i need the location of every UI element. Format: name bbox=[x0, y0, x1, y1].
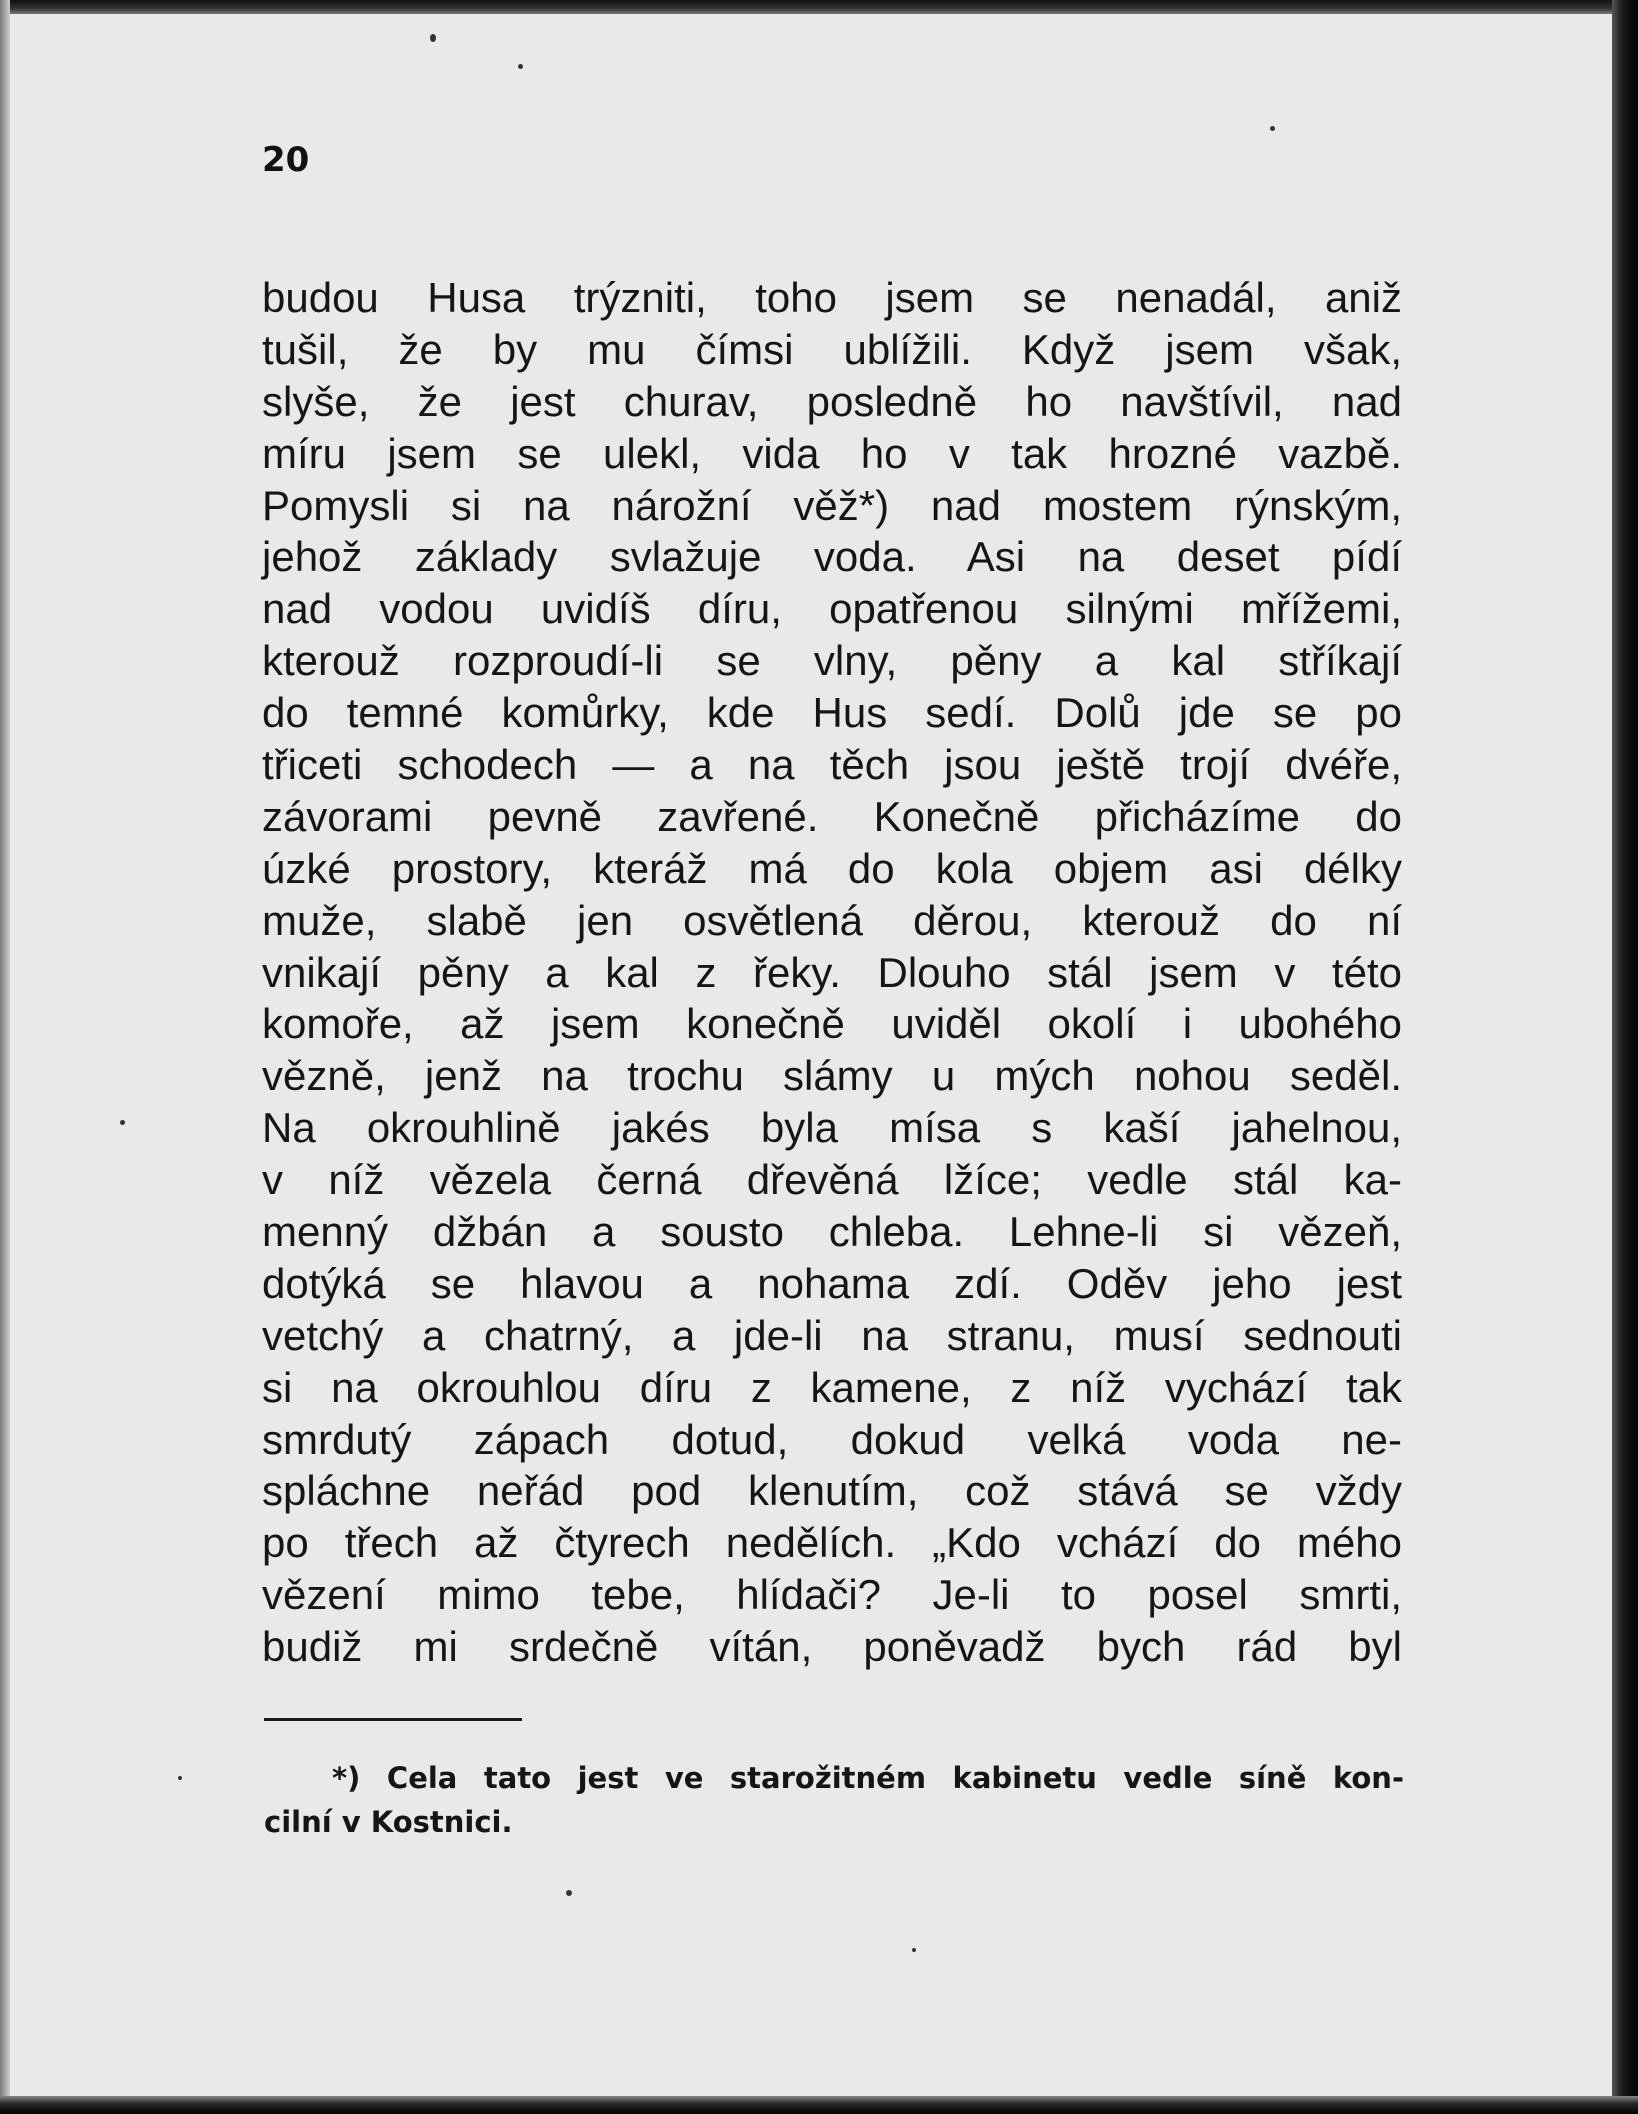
text-line: slyše, že jest churav, posledně ho navštívil, nad bbox=[262, 377, 1402, 425]
scan-border-left bbox=[0, 0, 10, 2114]
text-line: menný džbán a sousto chleba. Lehne-li si vězeň, bbox=[262, 1208, 1402, 1256]
text-line: třiceti schodech — a na těch jsou ještě trojí dvéře, bbox=[262, 741, 1402, 789]
text-line: jehož základy svlažuje voda. Asi na deset pídí bbox=[262, 533, 1402, 581]
text-line: si na okrouhlou díru z kamene, z níž vychází tak bbox=[262, 1363, 1402, 1411]
text-line: v níž vězela černá dřevěná lžíce; vedle stál ka- bbox=[262, 1156, 1402, 1204]
body-text bbox=[262, 272, 1402, 1673]
text-line: nad vodou uvidíš díru, opatřenou silnými mřížemi, bbox=[262, 585, 1402, 633]
text-line: tušil, že by mu čímsi ublížili. Když jsem však, bbox=[262, 325, 1402, 373]
scan-speck bbox=[518, 64, 523, 69]
text-line: úzké prostory, kteráž má do kola objem asi délky bbox=[262, 844, 1402, 892]
scan-speck bbox=[178, 1776, 182, 1780]
scan-speck bbox=[120, 1120, 125, 1125]
text-line: dotýká se hlavou a nohama zdí. Oděv jeho jest bbox=[262, 1259, 1402, 1307]
text-line: muže, slabě jen osvětlená děrou, kterouž do ní bbox=[262, 896, 1402, 944]
scan-speck bbox=[1270, 126, 1275, 131]
text-line: smrdutý zápach dotud, dokud velká voda ne- bbox=[262, 1415, 1402, 1463]
text-line: budiž mi srdečně vítán, poněvadž bych rád byl bbox=[262, 1623, 1402, 1671]
text-line: závorami pevně zavřené. Konečně přicházíme do bbox=[262, 792, 1402, 840]
text-line: spláchne neřád pod klenutím, což stává se vždy bbox=[262, 1467, 1402, 1515]
text-line: Na okrouhlině jakés byla mísa s kaší jahelnou, bbox=[262, 1104, 1402, 1152]
scan-border-right bbox=[1612, 0, 1638, 2114]
footnote-line: *) Cela tato jest ve starožitném kabinetu vedle síně kon- bbox=[332, 1761, 1404, 1795]
scan-speck bbox=[912, 1948, 916, 1952]
text-line: míru jsem se ulekl, vida ho v tak hrozné vazbě. bbox=[262, 429, 1402, 477]
text-line: budou Husa trýzniti, toho jsem se nenadál, aniž bbox=[262, 274, 1402, 321]
footnote-line: cilní v Kostnici. bbox=[264, 1805, 513, 1839]
scan-border-top bbox=[0, 0, 1638, 14]
scan-speck bbox=[430, 34, 436, 42]
text-line: kterouž rozproudí-li se vlny, pěny a kal stříkají bbox=[262, 637, 1402, 685]
page-number: 20 bbox=[262, 140, 310, 180]
text-line: vězení mimo tebe, hlídači? Je-li to posel smrti, bbox=[262, 1571, 1402, 1619]
scan-border-bottom bbox=[0, 2096, 1638, 2114]
footnote-divider bbox=[264, 1718, 522, 1721]
text-line: vnikají pěny a kal z řeky. Dlouho stál jsem v této bbox=[262, 948, 1402, 996]
text-line: Pomysli si na nárožní věž*) nad mostem rýnským, bbox=[262, 481, 1402, 529]
scan-speck bbox=[566, 1890, 572, 1896]
text-line: do temné komůrky, kde Hus sedí. Dolů jde se po bbox=[262, 689, 1402, 737]
text-line: vetchý a chatrný, a jde-li na stranu, musí sednouti bbox=[262, 1311, 1402, 1359]
text-line: vězně, jenž na trochu slámy u mých nohou seděl. bbox=[262, 1052, 1402, 1100]
text-line: po třech až čtyrech nedělích. „Kdo vchází do mého bbox=[262, 1519, 1402, 1567]
text-line: komoře, až jsem konečně uviděl okolí i ubohého bbox=[262, 1000, 1402, 1048]
footnote bbox=[264, 1756, 1404, 1844]
